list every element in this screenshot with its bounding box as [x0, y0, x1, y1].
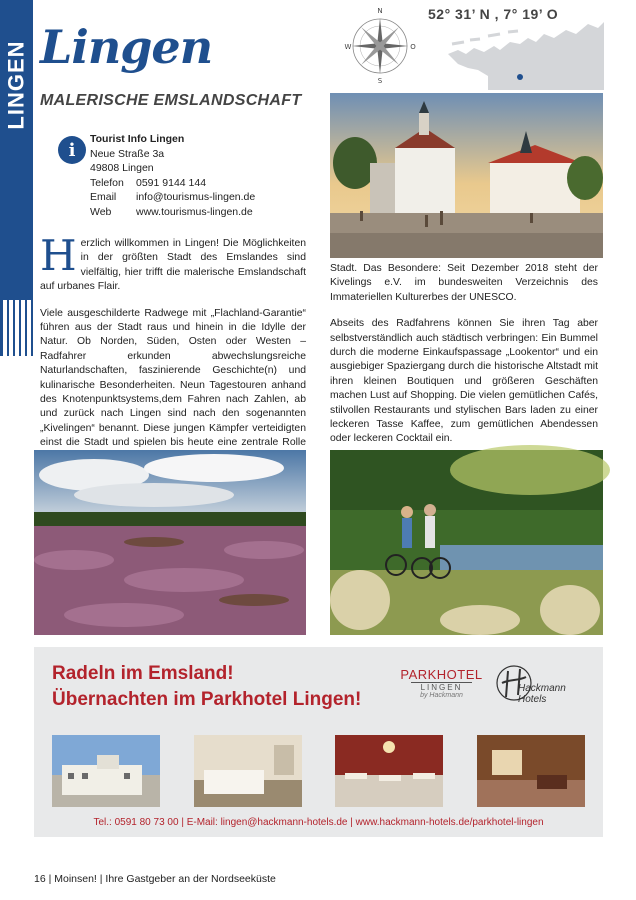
paragraph-unesco: Stadt. Das Besondere: Seit Dezember 2018 steht der Kivelings e.V. im bundesweiten Verzeichnis des Immateriellen Kulturerbes der UNESCO.: [330, 263, 598, 303]
info-icon: i: [58, 136, 86, 164]
hotel-exterior-thumb: [52, 735, 160, 807]
page-footer: 16 | Moinsen! | Ihre Gastgeber an der Nordseeküste: [34, 873, 276, 885]
hotel-room-thumb: [194, 735, 302, 807]
side-stripes: [3, 300, 33, 356]
hotel-thumbnails: [52, 735, 585, 807]
side-band: [0, 0, 33, 356]
email-link[interactable]: info@tourismus-lingen.de: [136, 191, 256, 203]
compass-n: N: [377, 7, 383, 15]
right-text-column: [330, 262, 598, 459]
info-city: 49808 Lingen: [90, 162, 154, 174]
hotel-lounge-thumb: [477, 735, 585, 807]
town-hall-photo: [330, 93, 603, 258]
page-title: Lingen: [40, 20, 213, 74]
ad-headline: [52, 661, 361, 713]
ad-contact[interactable]: Tel.: 0591 80 73 00 | E-Mail: lingen@hackmann-hotels.de | www.hackmann-hotels.de/parkhotel-lingen: [93, 817, 544, 828]
side-label: [3, 20, 31, 150]
side-label-text: LINGEN: [4, 40, 29, 130]
page-subtitle: MALERISCHE EMSLANDSCHAFT: [40, 92, 302, 109]
lingen-location-marker: [517, 74, 523, 80]
hackmann-logo: Hackmann Hotels: [494, 663, 594, 703]
info-row-web: Web www.tourismus-lingen.de: [90, 205, 253, 218]
compass-s: S: [377, 77, 383, 85]
info-org: Tourist Info Lingen: [90, 133, 185, 145]
dropcap: H: [40, 231, 77, 280]
parkhotel-logo: PARKHOTEL LINGEN by Hackmann: [400, 667, 483, 699]
compass-e: O: [410, 43, 416, 51]
intro-paragraph: Herzlich willkommen in Lingen! Die Möglichkeiten in der größten Stadt des Emslandes sind vielfältig, hier trifft die malerische Emslandschaft auf urbanes Flair.: [40, 231, 306, 293]
region-map: [448, 20, 604, 90]
info-text: [90, 132, 255, 219]
info-row-email: Email info@tourismus-lingen.de: [90, 191, 256, 203]
info-row-phone: Telefon 0591 9144 144: [90, 176, 207, 189]
ad-line-1: Radeln im Emsland!: [52, 663, 234, 684]
ad-line-2: Übernachten im Parkhotel Lingen!: [52, 689, 362, 710]
coordinates: 52° 31’ N , 7° 19’ O: [428, 6, 559, 22]
cyclists-photo: [330, 450, 603, 635]
info-street: Neue Straße 3a: [90, 147, 165, 160]
heath-landscape-photo: [34, 450, 306, 635]
web-link[interactable]: www.tourismus-lingen.de: [136, 205, 253, 218]
parkhotel-ad: [34, 647, 603, 837]
paragraph-city: Abseits des Radfahrens können Sie ihren Tag aber selbstverständlich auch städtisch verbringen: Ein Bummel durch die moderne Einkaufspassage „Lookentor“ und ein ausgiebiger Spaziergang durch die historische Altstadt mit ihren kleinen Boutiquen und größeren Geschäften machen Lust auf Shopping. Die vielen gemütlichen Cafés, stilvollen Restaurants und stylischen Bars laden zu einer leckeren Tasse Kaffee, zum gemütlichen Abendessen oder leckeren Cocktail ein.: [330, 318, 598, 445]
compass-icon: [345, 4, 415, 84]
paragraph-cycling: Viele ausgeschilderte Radwege mit „Flachland-Garantie“ führen aus der Stadt raus und hinein in die Idylle der Natur. Ob Norden, Süden, Osten oder Westen – Radfahrer erkunden abwechslungsreiche Naturlandschaften, faszinierende Geschichte(n) und kulinarische Besonderheiten. Neun Tagestouren anhand des Knotenpunktsystems,dem Fahren nach Zahlen, ab und zurück nach Lingen sind nach den sogenannten „Kivelingen“ benannt. Diese jungen Kämpfer verteidigten einst die Stadt und spielen bis heute eine zentrale Rolle: [40, 307, 306, 449]
hotel-restaurant-thumb: [335, 735, 443, 807]
left-text-column: [40, 231, 306, 477]
compass-w: W: [344, 43, 352, 51]
